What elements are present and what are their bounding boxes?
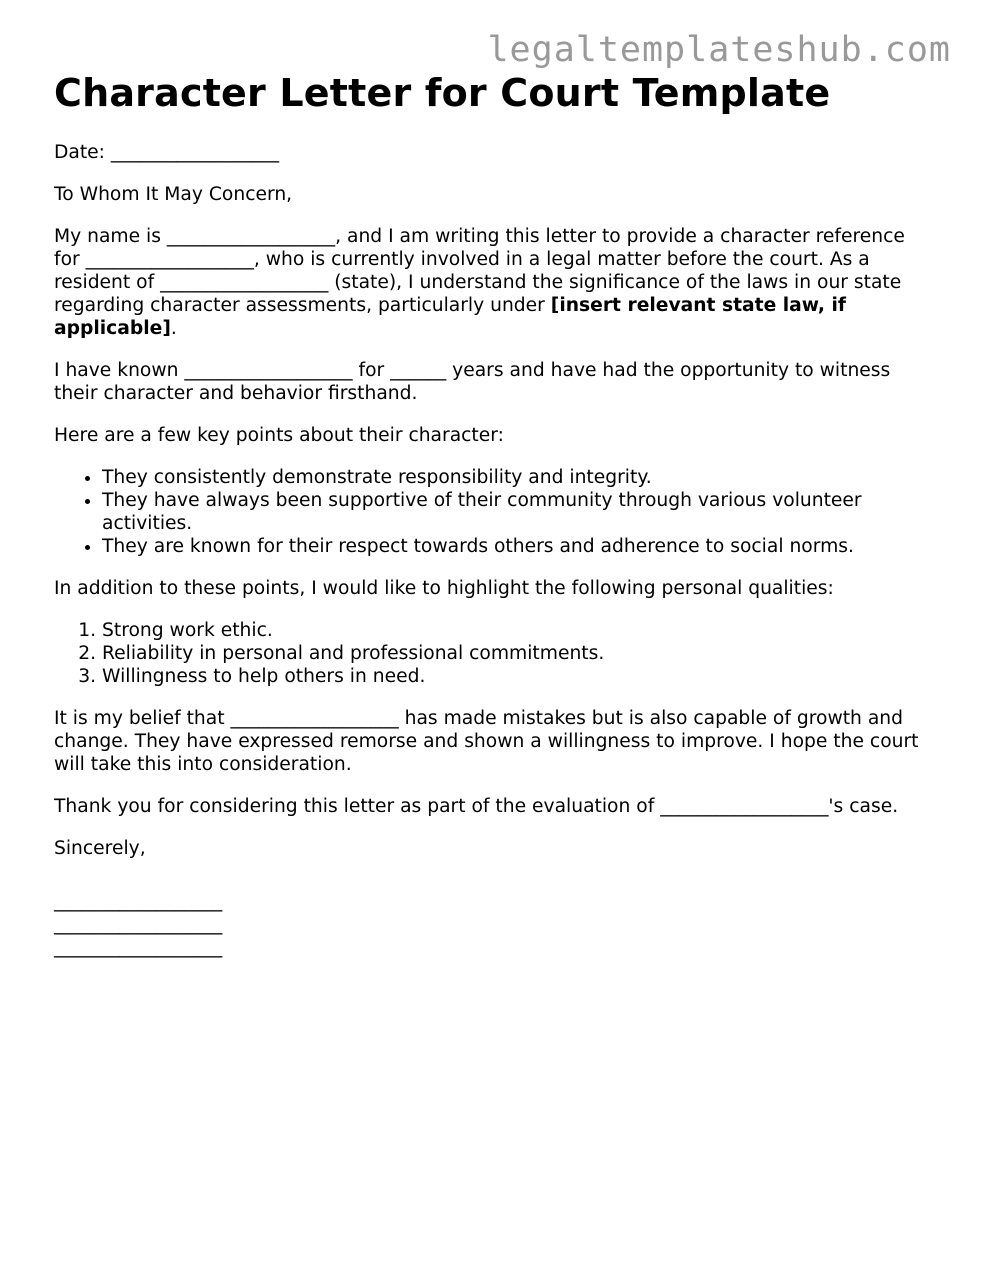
list-item: • They consistently demonstrate responsibility and integrity. (102, 466, 934, 489)
belief-paragraph: It is my belief that __________________ has made mistakes but is also capable of growth and change. They have expressed remorse and shown a willingness to improve. I hope the court will take this into consideration. (54, 708, 919, 775)
key-points-list (54, 466, 934, 558)
state-law-placeholder: [insert relevant state law, if applicable] (54, 295, 846, 339)
letter-document (54, 70, 934, 959)
date-line: Date: __________________ (54, 142, 280, 163)
intro-text: My name is __________________, and I am writing this letter to provide a character reference for __________________, who is currently involved in a legal matter before the court. As a resident of __________________ (state), I understand the significance of the laws in our state regarding character assessments, particularly under (54, 226, 905, 316)
signature-line: __________________ (54, 914, 223, 935)
salutation: To Whom It May Concern, (54, 184, 293, 205)
qualities-list (54, 619, 934, 688)
thanks-paragraph: Thank you for considering this letter as part of the evaluation of __________________'s case. (54, 796, 899, 817)
intro-end: . (170, 318, 177, 339)
list-item: 3. Willingness to help others in need. (102, 665, 934, 688)
signature-block (54, 890, 934, 959)
watermark-text: legaltemplateshub.com (487, 30, 951, 70)
key-points-lead: Here are a few key points about their character: (54, 425, 504, 446)
qualities-lead: In addition to these points, I would like to highlight the following personal qualities: (54, 578, 834, 599)
document-title: Character Letter for Court Template (54, 71, 831, 115)
closing: Sincerely, (54, 838, 146, 859)
intro-paragraph (54, 225, 934, 340)
signature-line: __________________ (54, 891, 223, 912)
known-paragraph: I have known __________________ for ______ years and have had the opportunity to witness their character and behavior firsthand. (54, 360, 891, 404)
list-item: • They are known for their respect towards others and adherence to social norms. (102, 535, 934, 558)
list-item: 1. Strong work ethic. (102, 619, 934, 642)
list-item: 2. Reliability in personal and professional commitments. (102, 642, 934, 665)
list-item: • They have always been supportive of their community through various volunteer activities. (102, 489, 934, 535)
signature-line: __________________ (54, 937, 223, 958)
